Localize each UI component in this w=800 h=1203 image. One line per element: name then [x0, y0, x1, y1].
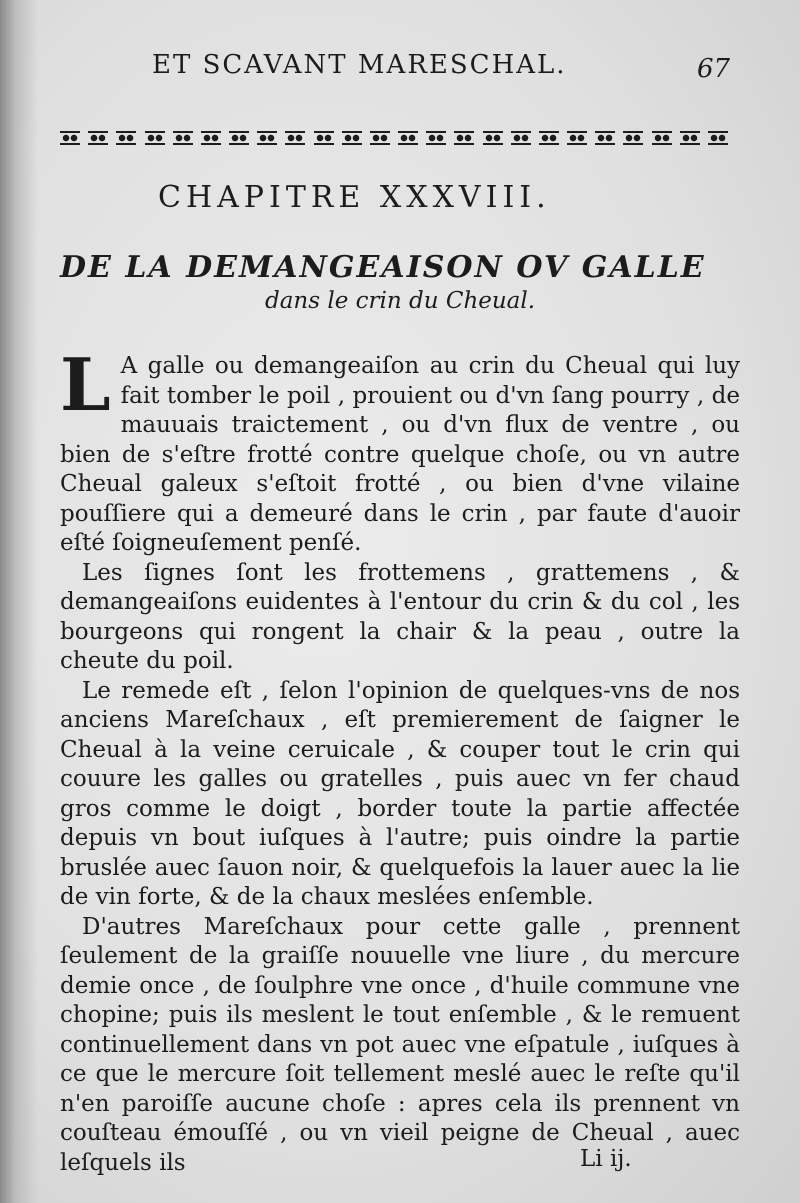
paragraph	[60, 342, 740, 559]
running-head: ET SCAVANT MARESCHAL.	[152, 50, 567, 80]
ornament-icon	[539, 131, 559, 145]
ornament-icon	[567, 131, 587, 145]
paragraph-text: A galle ou demangeaiſon au crin du Cheual qui luy fait tomber le poil , prouient ou d'vn ſang pourry , de mauuais traictement , ou d'vn flux de ventre , ou bien de s'eſtre frotté contre quelque choſe, ou vn autre Cheual galeux s'eſtoit frotté , ou bien d'vne vilaine pouſſiere qui a demeuré dans le crin , par faute d'auoir eſté ſoigneuſement penſé.	[60, 353, 740, 556]
paragraph: D'autres Mareſchaux pour cette galle , prennent ſeulement de la graiſſe nouuelle vne liure , du mercure demie once , de ſoulphre vne once , d'huile commune vne chopine; puis ils meslent le tout enſemble , & le remuent continuellement dans vn pot auec vne eſpatule , iuſques à ce que le mercure ſoit tellement meslé auec le reſte qu'il n'en paroiſſe aucune choſe : apres cela ils prennent vn couſteau émouſſé , ou vn vieil peigne de Cheual , auec leſquels ils	[60, 913, 740, 1176]
ornament-icon	[454, 131, 474, 145]
ornament-icon	[173, 131, 193, 145]
paragraph: Le remede eſt , ſelon l'opinion de quelques-vns de nos anciens Mareſchaux , eſt premierement de ſaigner le Cheual à la veine ceruicale , & couper tout le crin qui couure les galles ou gratelles , puis auec vn fer chaud gros comme le doigt , border toute la partie affectée depuis vn bout iuſques à l'autre; puis oindre la partie bruslée auec ſauon noir, & quelquefois la lauer auec la lie de vin forte, & de la chaux meslées enſemble.	[60, 677, 740, 910]
ornament-icon	[342, 131, 362, 145]
section-subtitle: dans le crin du Cheual.	[265, 288, 536, 314]
chapter-title: CHAPITRE XXXVIII.	[158, 180, 551, 215]
ornament-icon	[652, 131, 672, 145]
section-title: DE LA DEMANGEAISON OV GALLE	[60, 250, 706, 285]
drop-cap: L	[60, 342, 111, 427]
ornament-icon	[229, 131, 249, 145]
ornament-icon	[398, 131, 418, 145]
ornament-icon	[285, 131, 305, 145]
ornament-icon	[314, 131, 334, 145]
ornament-icon	[116, 131, 136, 145]
ornament-icon	[708, 131, 728, 145]
ornament-icon	[257, 131, 277, 145]
ornament-icon	[595, 131, 615, 145]
ornament-icon	[426, 131, 446, 145]
ornament-icon	[623, 131, 643, 145]
ornament-icon	[88, 131, 108, 145]
ornament-icon	[60, 131, 80, 145]
ornament-icon	[201, 131, 221, 145]
ornament-icon	[370, 131, 390, 145]
binding-shadow	[0, 0, 38, 1203]
ornament-band	[60, 128, 728, 148]
signature-mark: Li ij.	[580, 1146, 632, 1172]
ornament-icon	[511, 131, 531, 145]
ornament-icon	[680, 131, 700, 145]
body-text	[60, 342, 740, 1178]
page-number: 67	[697, 54, 731, 84]
paragraph: Les ſignes ſont les frottemens , grattemens , & demangeaiſons euidentes à l'entour du crin & du col , les bourgeons qui rongent la chair & la peau , outre la cheute du poil.	[60, 559, 740, 674]
ornament-icon	[483, 131, 503, 145]
ornament-icon	[145, 131, 165, 145]
